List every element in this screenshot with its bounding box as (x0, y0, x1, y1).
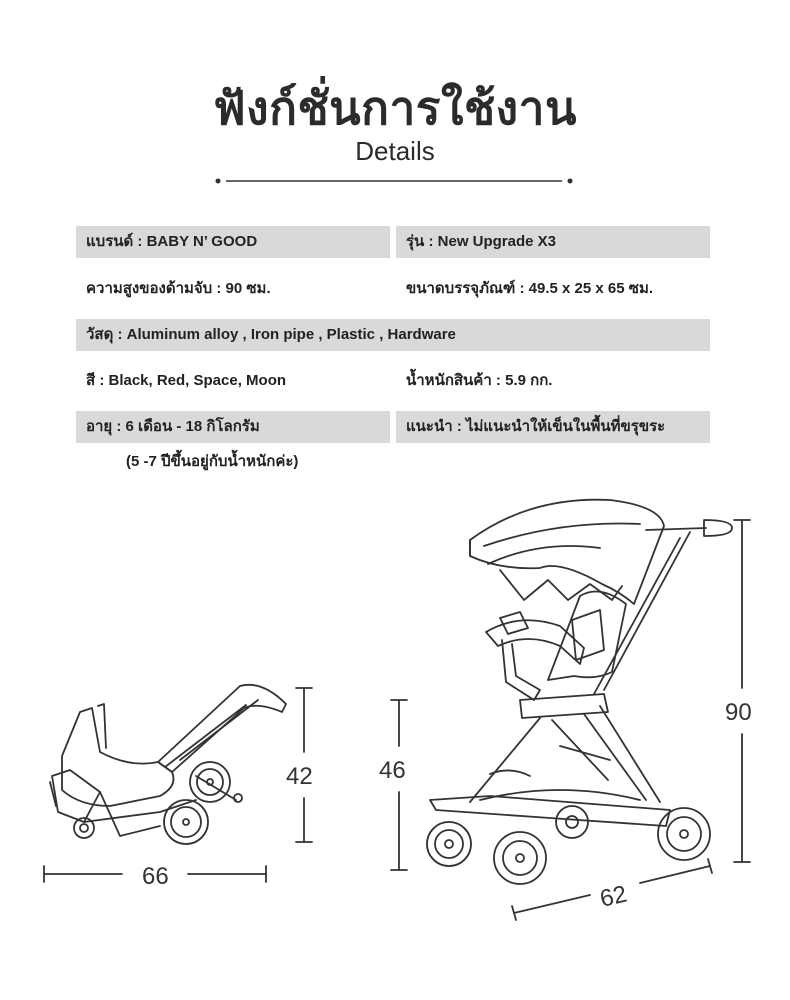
spec-package-size: ขนาดบรรจุภัณฑ์ : 49.5 x 25 x 65 ซม. (406, 280, 654, 297)
dimension-46-label: 46 (379, 757, 406, 784)
stroller-illustration (427, 500, 732, 884)
spec-age: อายุ : 6 เดือน - 18 กิโลกรัม (76, 411, 390, 443)
dimension-90-line (734, 520, 750, 862)
spec-age-note: (5 -7 ปีขึ้นอยู่กับน้ำหนักค่ะ) (126, 453, 299, 470)
dimension-42-label: 42 (286, 763, 313, 790)
spec-weight: น้ำหนักสินค้า : 5.9 กก. (406, 372, 553, 389)
folded-stroller-illustration (50, 685, 286, 844)
spec-colors: สี : Black, Red, Space, Moon (86, 372, 287, 389)
page-title: ฟังก์ชั่นการใช้งาน (213, 82, 577, 134)
dimension-66-label: 66 (142, 863, 169, 890)
dimension-90-label: 90 (725, 699, 752, 726)
dimension-62-label: 62 (597, 880, 630, 913)
spec-model: รุ่น : New Upgrade X3 (396, 226, 710, 258)
spec-advice: แนะนำ : ไม่แนะนำให้เข็นในพื้นที่ขรุขระ (396, 411, 710, 443)
spec-brand: แบรนด์ : BABY N’ GOOD (76, 226, 390, 258)
spec-handle-height: ความสูงของด้ามจับ : 90 ซม. (86, 280, 271, 297)
spec-material: วัสดุ : Aluminum alloy , Iron pipe , Plastic , Hardware (76, 319, 710, 351)
dimension-46-line (391, 700, 407, 870)
page-subtitle: Details (355, 136, 435, 166)
